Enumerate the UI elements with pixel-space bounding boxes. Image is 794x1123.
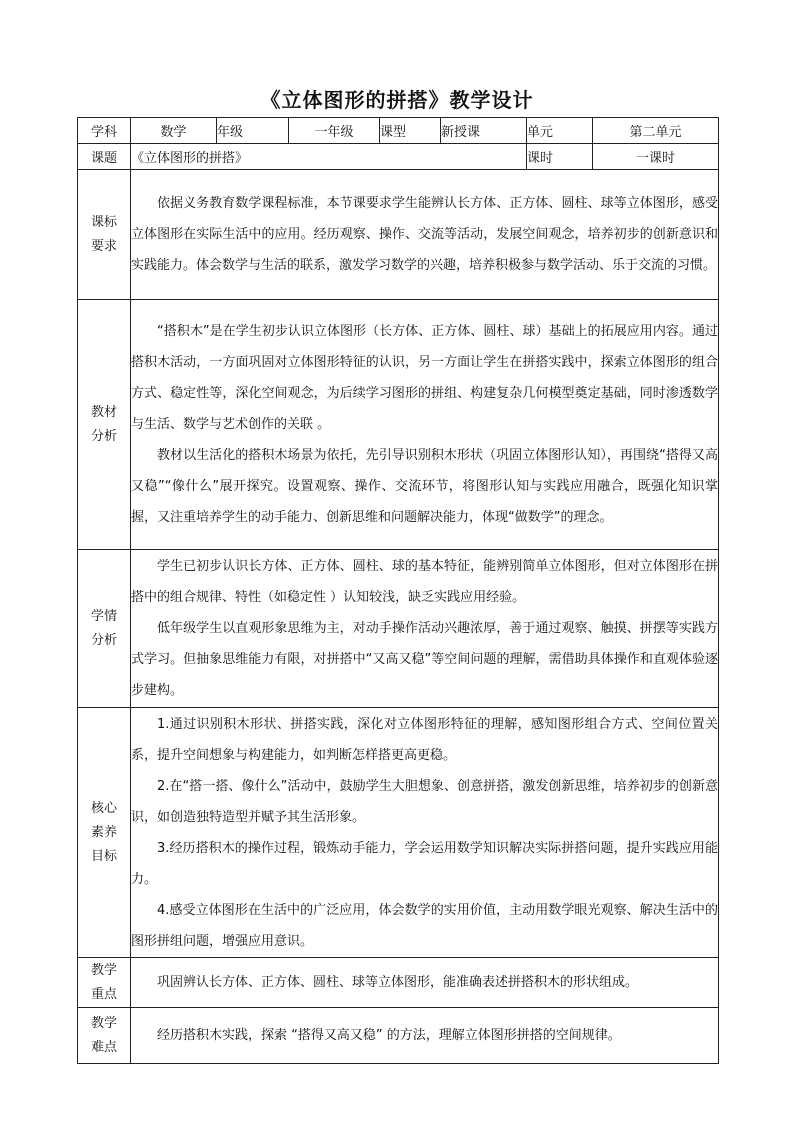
goal-item: 3.经历搭积木的操作过程，锻炼动手能力，学会运用数学知识解决实际拼搭问题，提升实践应用能力。: [131, 840, 718, 887]
material-label: 教材 分析: [78, 300, 131, 550]
topic-value: 《立体图形的拼搭》: [131, 144, 527, 170]
unit-value: 第二单元: [593, 118, 719, 144]
lesson-type-label: 课型: [380, 118, 441, 144]
students-paragraph: 学生已初步认识长方体、正方体、圆柱、球的基本特征，能辨别简单立体图形，但对立体图形在拼搭中的组合规律、特性（如稳定性 ）认知较浅，缺乏实践应用经验。: [131, 559, 718, 605]
subject-label: 学科: [78, 118, 131, 144]
material-paragraph: 教材以生活化的搭积木场景为依托，先引导识别积木形状（巩固立体图形认知），再围绕“搭得又高又稳”“像什么”展开探究。设置观察、操作、交流环节，将图形认知与实践应用融合，既强化知识掌握，又注重培养学生的动手能力、创新思维和问题解决能力，体现“做数学”的理念。: [131, 448, 718, 525]
header-row: [78, 118, 719, 144]
class-hours-label: 课时: [527, 144, 593, 170]
material-content: [131, 300, 719, 550]
document-title: 《立体图形的拼搭》教学设计: [260, 88, 534, 112]
difficulty-row: [78, 1008, 719, 1064]
grade-label: 年级: [217, 118, 289, 144]
class-hours-value: 一课时: [593, 144, 719, 170]
difficulty-label: 教学 难点: [78, 1008, 131, 1064]
subject-value: 数学: [131, 118, 217, 144]
topic-row: [78, 144, 719, 170]
grade-value: 一年级: [289, 118, 380, 144]
material-paragraph: “搭积木”是在学生初步认识立体图形（长方体、正方体、圆柱、球）基础上的拓展应用内容。通过搭积木活动，一方面巩固对立体图形特征的认识，另一方面让学生在拼搭实践中，探索立体图形的组合方式、稳定性等，深化空间观念，为后续学习图形的拼组、构建复杂几何模型奠定基础，同时渗透数学与生活、数学与艺术创作的关联 。: [131, 324, 718, 432]
topic-label: 课题: [78, 144, 131, 170]
students-content: [131, 550, 719, 708]
standards-paragraph: 依据义务教育数学课程标准，本节课要求学生能辨认长方体、正方体、圆柱、球等立体图形，感受立体图形在实际生活中的应用。经历观察、操作、交流等活动，发展空间观念，培养初步的创新意识和实践能力。体会数学与生活的联系，激发学习数学的兴趣，培养积极参与数学活动、乐于交流的习惯。: [131, 196, 718, 273]
goals-content: [131, 708, 719, 958]
lesson-type-value: 新授课: [441, 118, 527, 144]
difficulty-content: [131, 1008, 719, 1064]
material-row: [78, 300, 719, 550]
standards-content: [131, 170, 719, 300]
unit-label: 单元: [527, 118, 593, 144]
key-point-content: [131, 958, 719, 1008]
lesson-plan-table: [77, 117, 719, 1064]
key-point-row: [78, 958, 719, 1008]
students-label: 学情 分析: [78, 550, 131, 708]
goals-label: 核心 素养 目标: [78, 708, 131, 958]
standards-label: 课标 要求: [78, 170, 131, 300]
standards-row: [78, 170, 719, 300]
goals-row: [78, 708, 719, 958]
students-paragraph: 低年级学生以直观形象思维为主，对动手操作活动兴趣浓厚，善于通过观察、触摸、拼摆等实践方式学习。但抽象思维能力有限，对拼搭中“又高又稳”等空间问题的理解，需借助具体操作和直观体验逐步建构。: [131, 621, 718, 698]
students-row: [78, 550, 719, 708]
goal-item: 1.通过识别积木形状、拼搭实践，深化对立体图形特征的理解，感知图形组合方式、空间位置关系，提升空间想象与构建能力，如判断怎样搭更高更稳。: [131, 716, 718, 763]
key-point-paragraph: 巩固辨认长方体、正方体、圆柱、球等立体图形，能准确表述拼搭积木的形状组成。: [157, 975, 639, 990]
difficulty-paragraph: 经历搭积木实践，探索 “搭得又高又稳” 的方法，理解立体图形拼搭的空间规律。: [157, 1028, 621, 1043]
goal-item: 4.感受立体图形在生活中的广泛应用，体会数学的实用价值，主动用数学眼光观察、解决生活中的图形拼组问题，增强应用意识。: [131, 902, 718, 949]
goal-item: 2.在“搭一搭、像什么”活动中，鼓励学生大胆想象、创意拼搭，激发创新思维，培养初步的创新意识，如创造独特造型并赋予其生活形象。: [131, 778, 718, 825]
key-point-label: 教学 重点: [78, 958, 131, 1008]
